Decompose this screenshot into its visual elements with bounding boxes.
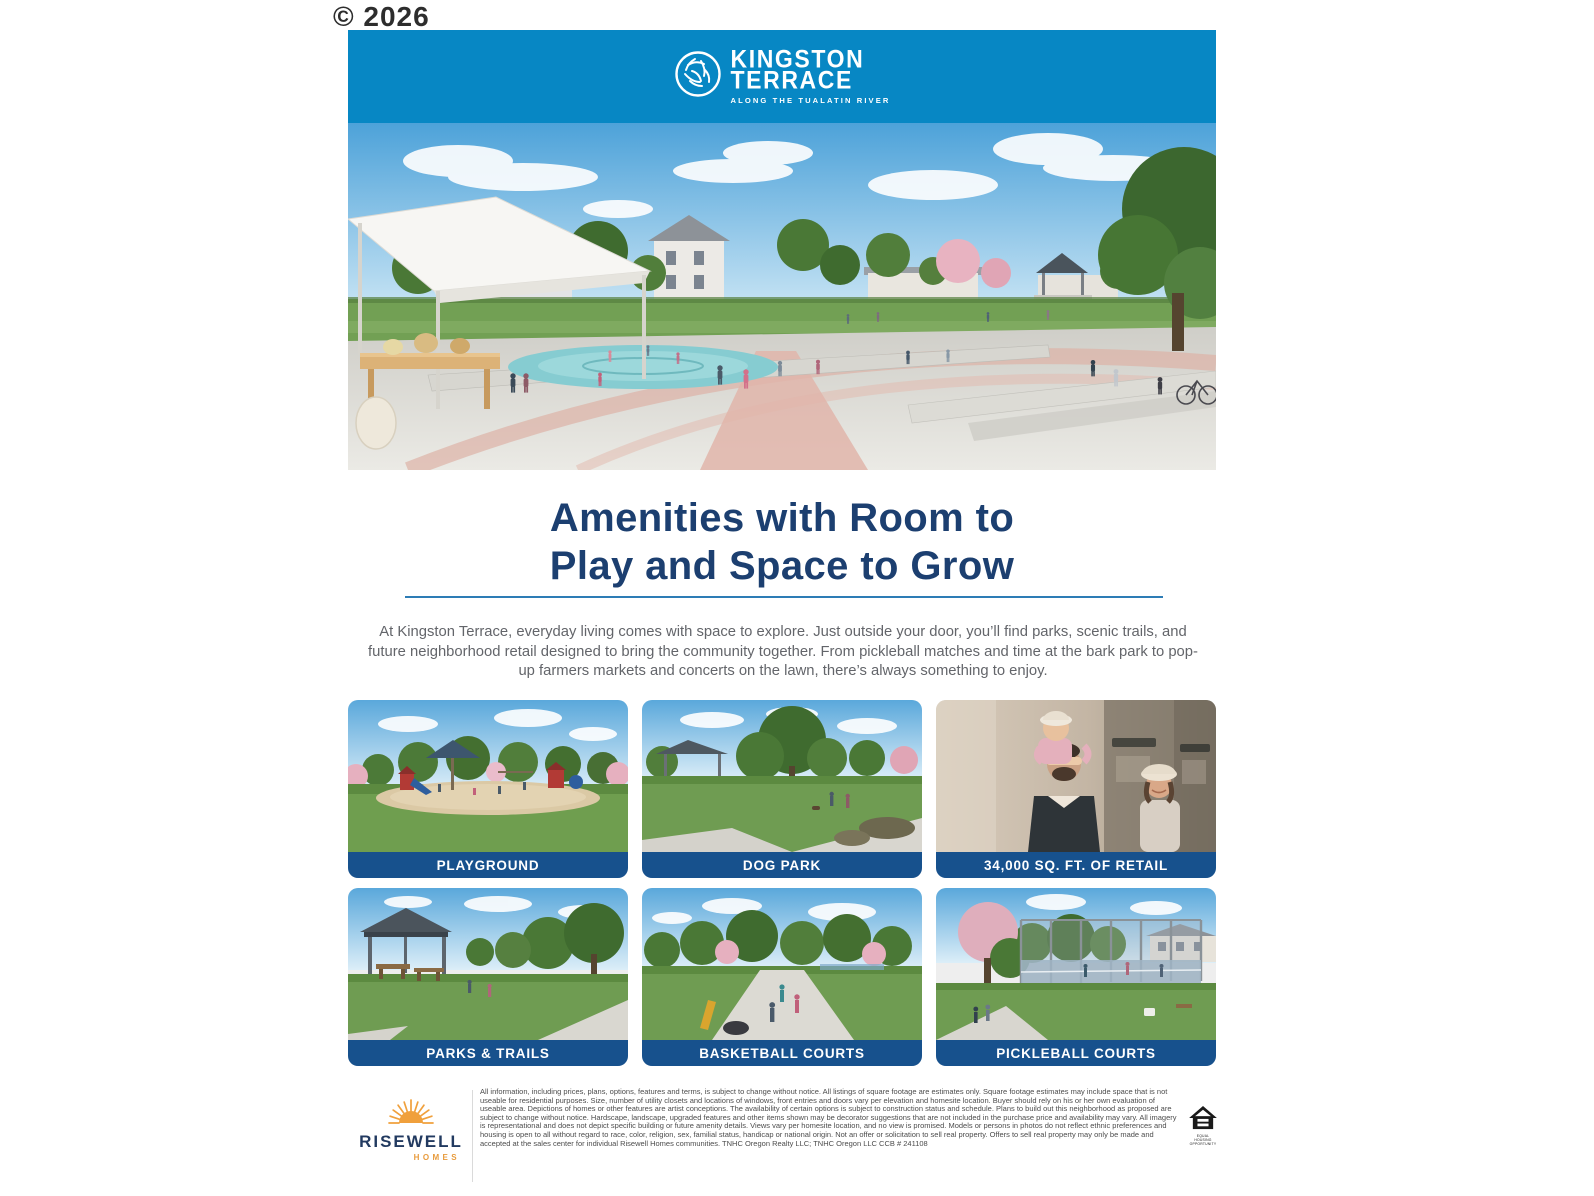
basketball-courts-label: BASKETBALL COURTS <box>642 1040 922 1066</box>
dog-park-label: DOG PARK <box>642 852 922 878</box>
hero-rendering <box>348 123 1216 470</box>
page-title-line-2: Play and Space to Grow <box>549 544 1015 588</box>
brand-line-1: KINGSTON <box>730 44 865 73</box>
risewell-brand-sub: HOMES <box>413 1153 460 1162</box>
page-title-line-1: Amenities with Room to <box>549 496 1015 540</box>
intro-paragraph: At Kingston Terrace, everyday living comes with space to explore. Just outside your door, you’ll find parks, scenic trails, and future neighborhood retail designed to bring the community together. From pickleball matches and time at the bark park to pop-up farmers markets and concerts on the lawn, there’s always something to enjoy. <box>368 624 1198 679</box>
basketball-courts-image <box>642 888 922 1040</box>
brand-tagline: ALONG THE TUALATIN RIVER <box>730 96 891 105</box>
amenity-card-retail <box>936 700 1216 878</box>
copyright-watermark: © 2026 <box>333 1 430 32</box>
retail-image <box>936 700 1216 852</box>
kingston-logo-icon <box>674 50 722 98</box>
kingston-terrace-logo <box>674 44 891 105</box>
brand-header <box>348 30 1216 123</box>
sunburst-icon <box>375 1092 447 1126</box>
legal-disclaimer: All information, including prices, plans, options, features and terms, is subject to change without notice. All listings of square footage are estimates only. Square footage estimates may include space that is not useable for residential purposes. Size, number of utility closets and locations of windows, front entries and doors vary per elevation and homesite location. Buyer should rely on his or her own evaluation of useable area. Depictions of homes or other features are artist conceptions. The availability of certain options is subject to construction status and schedule. Plans to build out this neighborhood as proposed are subject to change without notice. Hardscape, landscape, upgraded features and other items shown may be decorator suggestions that are not included in the purchase price and availability may vary. All imagery is representational and does not depict specific building or future amenity details. Views vary per homesite location, and no view is promised. Models or persons in photos do not reflect ethnic preferences and housing is open to all without regard to race, color, religion, sex, familial status, handicap or national origin. Not an offer or solicitation to sell real property. Offers to sell real property may only be made and accepted at the sales center for individual Risewell Homes communities. TNHC Oregon Realty LLC; TNHC Oregon LLC CCB # 241108 <box>480 1087 1177 1148</box>
amenity-card-parks-trails <box>348 888 628 1066</box>
page-title <box>348 494 1216 590</box>
pickleball-courts-image <box>936 888 1216 1040</box>
brand-text <box>730 44 891 105</box>
amenity-card-basketball <box>642 888 922 1066</box>
equal-housing-icon <box>1189 1106 1217 1130</box>
equal-housing-label: EQUAL HOUSING OPPORTUNITY <box>1189 1134 1217 1146</box>
footer <box>348 1086 1216 1188</box>
pickleball-courts-label: PICKLEBALL COURTS <box>936 1040 1216 1066</box>
parks-trails-image <box>348 888 628 1040</box>
amenity-cards-grid <box>348 700 1216 1066</box>
playground-label: PLAYGROUND <box>348 852 628 878</box>
equal-housing-logo <box>1188 1106 1218 1146</box>
amenity-card-dog-park <box>642 700 922 878</box>
risewell-brand-name: RISEWELL <box>359 1132 463 1151</box>
risewell-logo <box>356 1092 466 1162</box>
amenity-card-playground <box>348 700 628 878</box>
hero-park-scene <box>348 123 1216 470</box>
brand-line-2: TERRACE <box>730 65 853 94</box>
footer-divider <box>472 1090 473 1182</box>
retail-label: 34,000 SQ. FT. OF RETAIL <box>936 852 1216 878</box>
playground-image <box>348 700 628 852</box>
title-underline <box>405 596 1163 598</box>
amenity-card-pickleball <box>936 888 1216 1066</box>
parks-trails-label: PARKS & TRAILS <box>348 1040 628 1066</box>
dog-park-image <box>642 700 922 852</box>
